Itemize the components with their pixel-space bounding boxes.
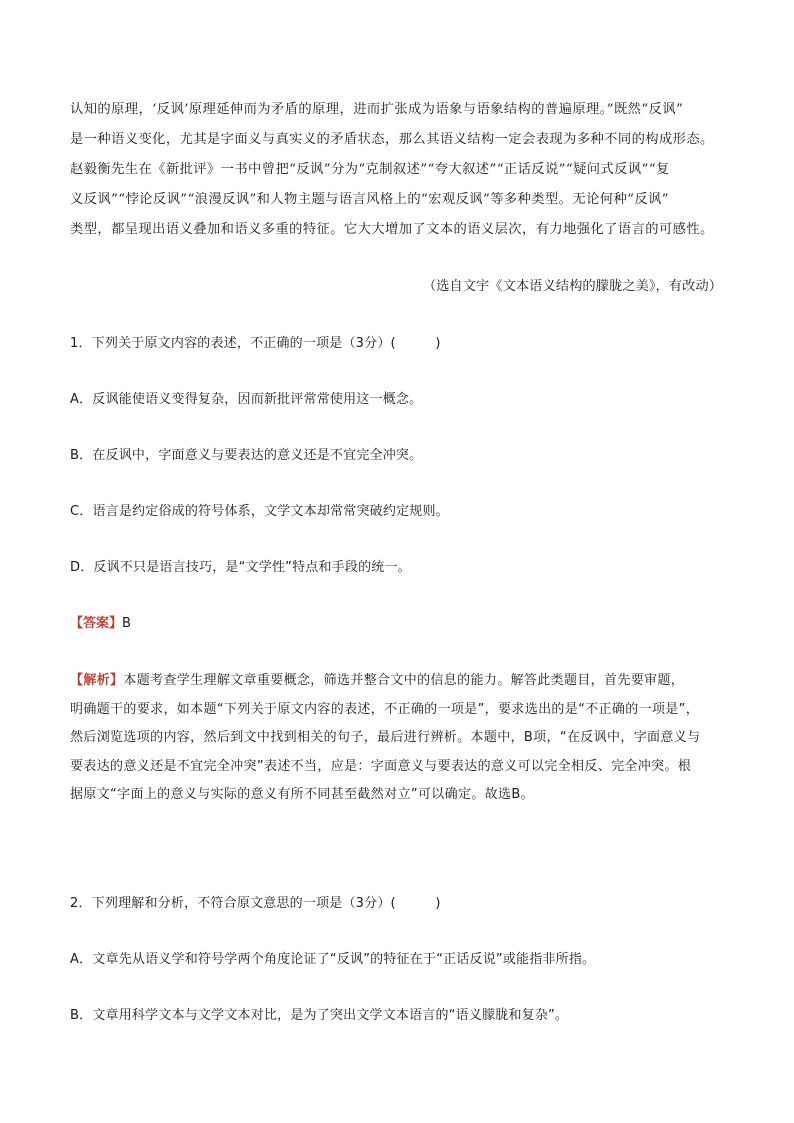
q1-option-c: C．语言是约定俗成的符号体系，文学文本却常常突破约定规则。: [70, 504, 449, 519]
explanation-line: 【解析】本题考查学生理解文章重要概念，筛选并整合文中的信息的能力。解答此类题目，首先要审题，: [70, 673, 685, 688]
passage-line: 认知的原理，‘反讽’原理延伸而为矛盾的原理，进而扩张成为语象与语象结构的普遍原理。”既然“反讽”: [70, 102, 684, 117]
q1-option-a: A．反讽能使语义变得复杂，因而新批评常常使用这一概念。: [70, 392, 423, 407]
explanation-line: 要表达的意义还是不宜完全冲突”表述不当，应是：字面意义与要表达的意义可以完全相反、完全冲突。根: [70, 758, 692, 774]
answer-tag: 【答案】: [70, 616, 123, 631]
answer-value: B: [122, 616, 131, 631]
explain-tag: 【解析】: [70, 673, 124, 688]
passage-source: （选自文宇《文本语义结构的朦胧之美》，有改动）: [422, 279, 722, 294]
question-1: 1．下列关于原文内容的表述，不正确的一项是（3分）( ): [70, 336, 441, 351]
passage-line: 类型，都呈现出语义叠加和语义多重的特征。它大大增加了文本的语义层次，有力地强化了语言的可感性。: [70, 222, 714, 237]
explanation-line: 然后浏览选项的内容，然后到文中找到相关的句子，最后进行辨析。本题中，B项，“在反讽中，字面意义与: [70, 730, 701, 746]
passage-line: 是一种语义变化，尤其是字面义与真实义的矛盾状态，那么其语义结构一定会表现为多种不同的构成形态。: [70, 132, 714, 147]
q2-option-a: A．文章先从语义学和符号学两个角度论证了“反讽”的特征在于“正话反说”或能指非所指。: [70, 952, 596, 967]
q1-option-d: D．反讽不只是语言技巧，是“文学性”特点和手段的统一。: [70, 560, 411, 575]
q1-explanation: [70, 667, 730, 810]
q1-option-b: B．在反讽中，字面意义与要表达的意义还是不宜完全冲突。: [70, 448, 423, 463]
question-2: 2．下列理解和分析，不符合原文意思的一项是（3分）( ): [70, 896, 441, 911]
passage-line: 义反讽”“悖论反讽”“浪漫反讽”和人物主题与语言风格上的“宏观反讽”等多种类型。无论何种“反讽”: [70, 192, 669, 207]
q2-option-b: B．文章用科学文本与文学文本对比，是为了突出文学文本语言的“语义朦胧和复杂”。: [70, 1008, 569, 1023]
explanation-line: 据原文“字面上的意义与实际的意义有所不同甚至截然对立”可以确定。故选B。: [70, 787, 534, 803]
q1-answer: [70, 614, 131, 634]
passage-line: 赵毅衡先生在《新批评》一书中曾把“反讽”分为“克制叙述”“夸大叙述”“正话反说”“疑问式反讽”“复: [70, 162, 670, 177]
passage: [70, 95, 740, 245]
explanation-line: 明确题干的要求，如本题“下列关于原文内容的表述，不正确的一项是”，要求选出的是“不正确的一项是”，: [70, 701, 700, 717]
